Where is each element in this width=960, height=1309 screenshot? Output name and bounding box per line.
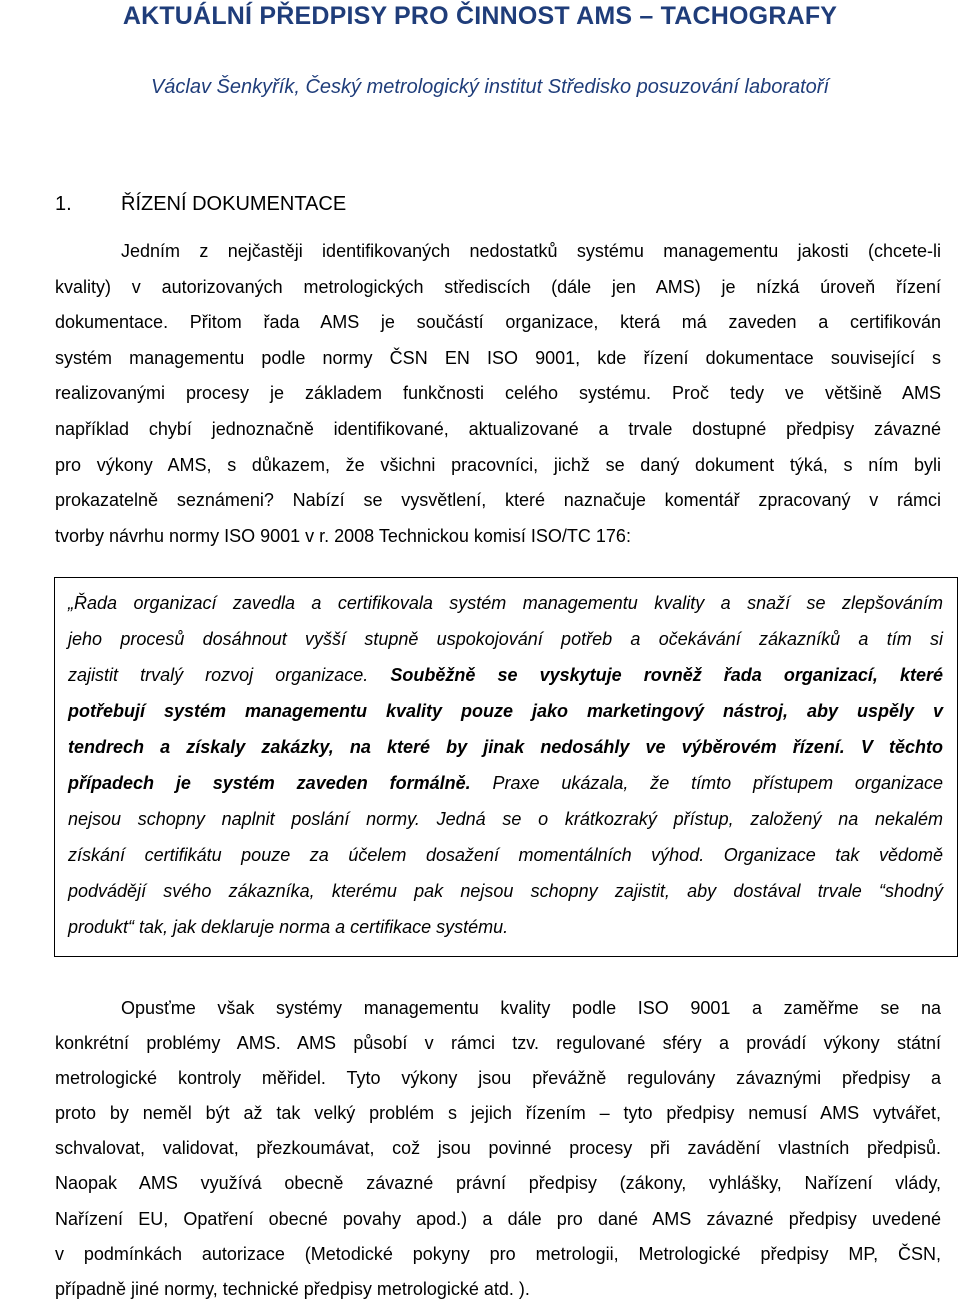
section-number: 1. (55, 193, 72, 215)
quote-line-bold: potřebují systém managementu kvality pouze jako marketingový nástroj, aby uspěly v (68, 701, 943, 721)
quote-line (68, 657, 943, 693)
paragraph-line: metrologické kontroly měřidel. Tyto výkony jsou převážně regulovány závaznými předpisy a (55, 1068, 941, 1089)
paragraph-line: konkrétní problémy AMS. AMS působí v rámci tzv. regulované sféry a provádí výkony státní (55, 1033, 941, 1054)
paragraph-line: tvorby návrhu normy ISO 9001 v r. 2008 Technickou komisí ISO/TC 176: (55, 525, 631, 546)
paragraph-2 (55, 991, 941, 1307)
quote-segment-bold: Souběžně se vyskytuje rovněž řada organizací, které (390, 665, 944, 685)
document-subtitle: Václav Šenkyřík, Český metrologický institut Středisko posuzování laboratoří (150, 76, 830, 98)
paragraph-line: dokumentace. Přitom řada AMS je součástí organizace, která má zaveden a certifikován (55, 312, 941, 333)
paragraph-line: proto by neměl být až tak velký problém s jejich řízením – tyto předpisy nemusí AMS vytvářet, (55, 1103, 941, 1124)
quote-line: podvádějí svého zákazníka, kterému pak nejsou schopny zajistit, aby dostával trvale “shodný (68, 881, 943, 901)
quote-line: nejsou schopny naplnit poslání normy. Jedná se o krátkozraký přístup, založený na nekalém (68, 809, 943, 829)
document-title: AKTUÁLNÍ PŘEDPISY PRO ČINNOST AMS – TACHOGRAFY (122, 2, 838, 30)
paragraph-line: schvalovat, validovat, přezkoumávat, což jsou povinné procesy při zavádění vlastních předpisů. (55, 1138, 941, 1159)
quote-line-bold: tendrech a získaly zakázky, na které by jinak nedosáhly ve výběrovém řízení. V těchto (68, 737, 943, 757)
paragraph-1 (55, 234, 941, 554)
quote-text (68, 585, 943, 945)
paragraph-line: realizovanými procesy je základem funkčnosti celého systému. Proč tedy ve většině AMS (55, 383, 941, 404)
paragraph-line: Naopak AMS využívá obecně závazné právní předpisy (zákony, vyhlášky, Nařízení vlády, (55, 1173, 941, 1194)
paragraph-line: Nařízení EU, Opatření obecné povahy apod.) a dále pro dané AMS závazné předpisy uvedené (55, 1208, 941, 1229)
quote-line (68, 765, 943, 801)
paragraph-line: Jedním z nejčastěji identifikovaných nedostatků systému managementu jakosti (chcete-li (121, 241, 941, 261)
quote-line: „Řada organizací zavedla a certifikovala systém managementu kvality a snaží se zlepšováním (68, 593, 943, 613)
paragraph-line: například chybí jednoznačně identifikované, aktualizované a trvale dostupné předpisy závazné (55, 418, 941, 439)
paragraph-line: prokazatelně seznámeni? Nabízí se vysvětlení, které naznačuje komentář zpracovaný v rámci (55, 490, 941, 511)
quote-line: získání certifikátu pouze za účelem dosažení momentálních výhod. Organizace tak vědomě (68, 845, 943, 865)
quote-segment: zajistit trvalý rozvoj organizace. (68, 665, 391, 685)
paragraph-line: Opusťme však systémy managementu kvality podle ISO 9001 a zaměřme se na (121, 998, 941, 1018)
paragraph-line: pro výkony AMS, s důkazem, že všichni pracovníci, jichž se daný dokument týká, s ním byli (55, 454, 941, 475)
quote-line: produkt“ tak, jak deklaruje norma a certifikace systému. (68, 917, 509, 937)
paragraph-line: případně jiné normy, technické předpisy metrologické atd. ). (55, 1278, 530, 1299)
quote-segment-bold: případech je systém zaveden formálně. (68, 773, 471, 793)
section-heading (55, 193, 346, 216)
quote-line: jeho procesů dosáhnout vyšší stupně uspokojování potřeb a očekávání zákazníků a tím si (68, 629, 943, 649)
section-title: ŘÍZENÍ DOKUMENTACE (121, 193, 347, 215)
quote-segment: Praxe ukázala, že tímto přístupem organizace (470, 773, 943, 793)
paragraph-line: systém managementu podle normy ČSN EN ISO 9001, kde řízení dokumentace související s (55, 347, 941, 368)
paragraph-line: v podmínkách autorizace (Metodické pokyny pro metrologii, Metrologické předpisy MP, ČSN, (55, 1243, 941, 1264)
paragraph-line: kvality) v autorizovaných metrologických střediscích (dále jen AMS) je nízká úroveň řízení (55, 276, 941, 297)
